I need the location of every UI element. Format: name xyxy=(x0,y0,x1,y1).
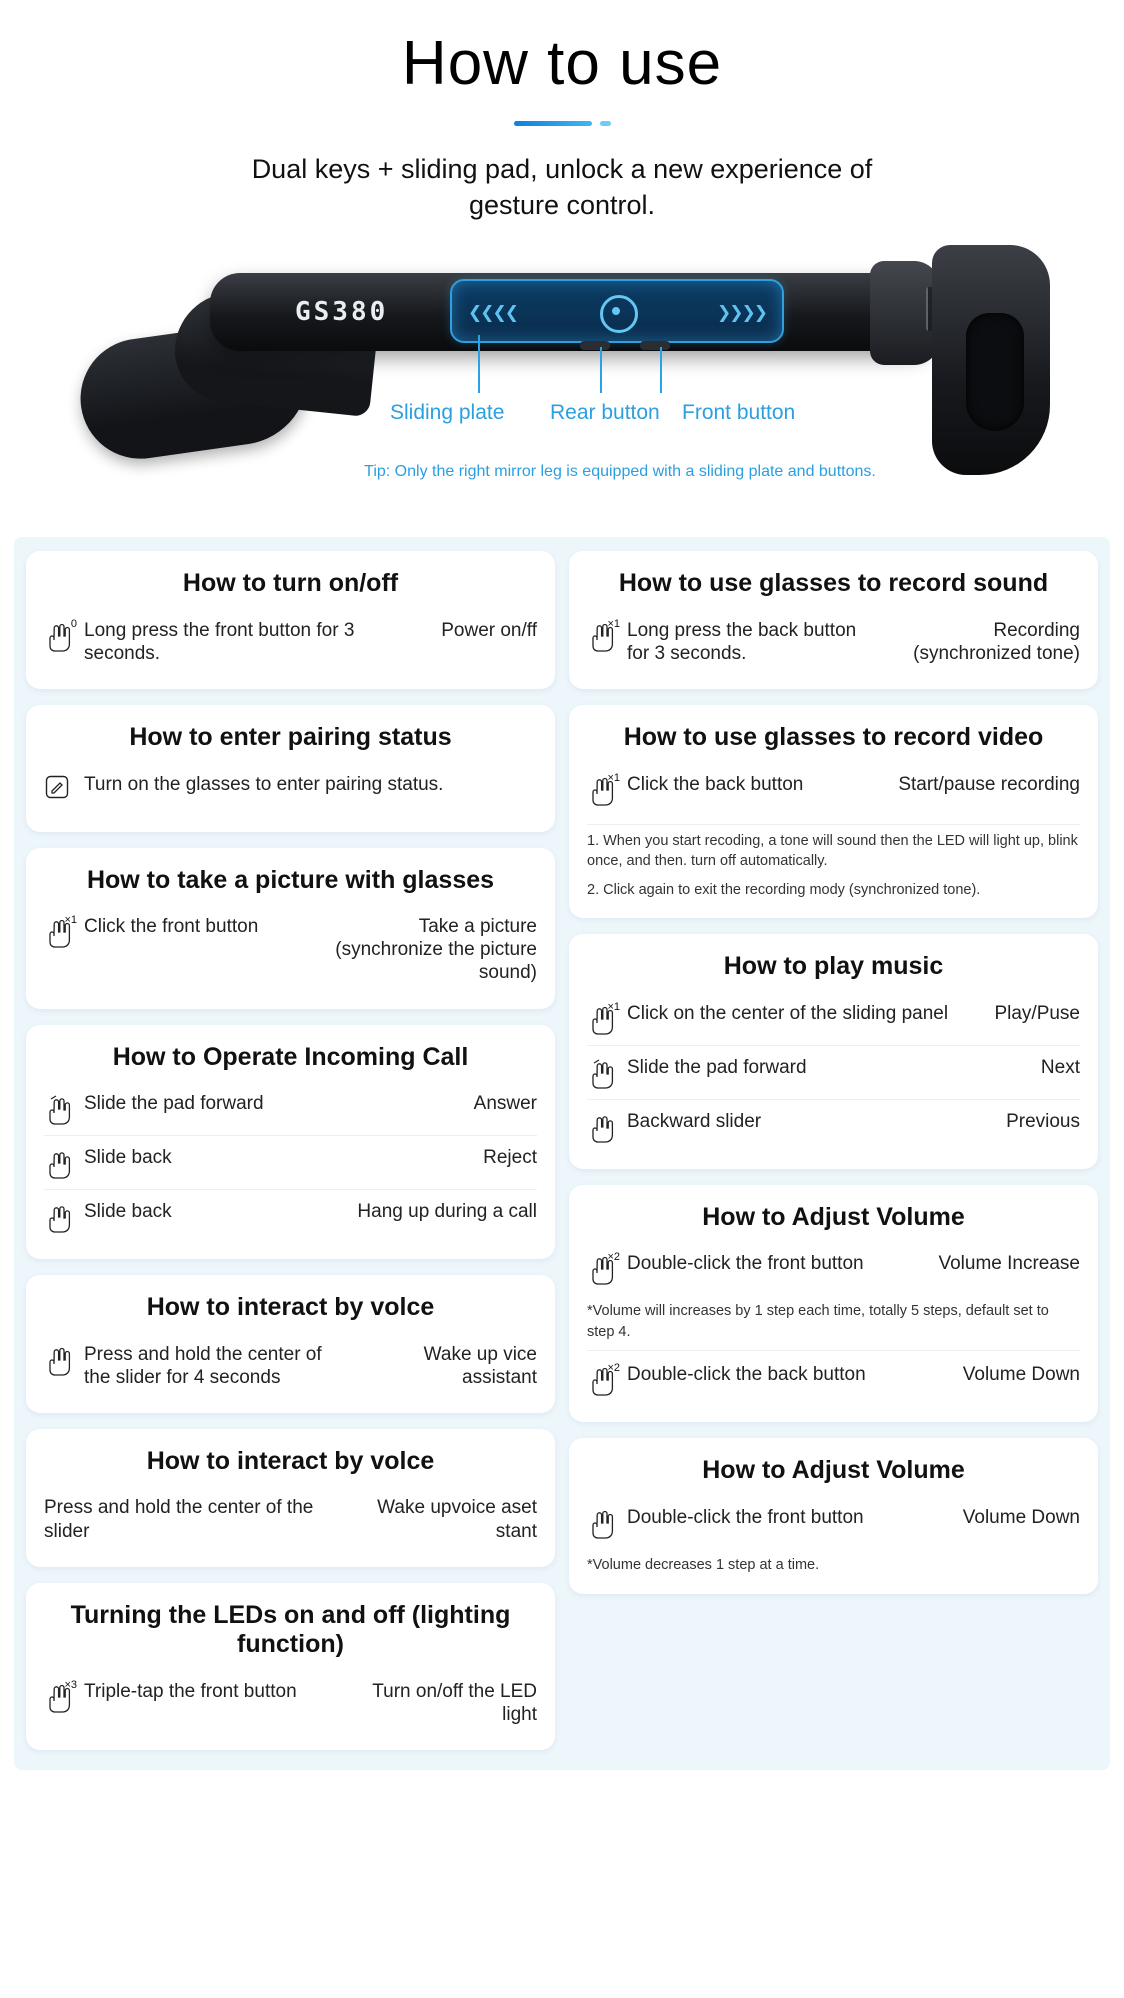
row-action: Slide the pad forward xyxy=(627,1056,807,1078)
hand-long-press-icon xyxy=(587,617,620,654)
divider xyxy=(587,1350,1080,1351)
row-action: Double-click the front button xyxy=(627,1506,864,1528)
card-title: How to play music xyxy=(723,952,944,981)
hand-double-click-icon xyxy=(587,1362,620,1398)
slide-forward-icon xyxy=(44,1093,74,1127)
instruction-row xyxy=(587,1045,1080,1099)
card-title: How to enter pairing status xyxy=(129,723,452,752)
card-note: *Volume decreases 1 step at a time. xyxy=(587,1556,820,1573)
callout-sliding-plate: Sliding plate xyxy=(390,401,505,425)
instruction-row xyxy=(44,1486,537,1550)
card-title: How to use glasses to record sound xyxy=(618,569,1049,598)
row-action: Click the back button xyxy=(627,773,804,795)
instruction-row xyxy=(587,1242,1080,1295)
card-led-toggle xyxy=(26,1583,555,1750)
row-result: Start/pause recording xyxy=(898,773,1080,795)
row-result: Recording (synchronized tone) xyxy=(913,619,1080,664)
card-title: How to interact by volce xyxy=(146,1293,435,1322)
card-play-music xyxy=(569,934,1098,1169)
instruction-row xyxy=(44,1082,537,1135)
pairing-icon xyxy=(44,774,74,808)
callout-line-rear-button xyxy=(600,347,602,393)
row-action: Double-click the front button xyxy=(627,1253,864,1275)
card-title: How to Adjust Volume xyxy=(702,1202,965,1231)
card-incoming-call xyxy=(26,1025,555,1260)
icon-badge: ×3 xyxy=(64,1678,77,1691)
card-note: 1. When you start recoding, a tone will sound then the LED will light up, blink once, and then. turn off automatically. xyxy=(587,832,1078,870)
card-title: How to turn on/off xyxy=(182,569,399,598)
instruction-row xyxy=(44,1189,537,1243)
page-subtitle: Dual keys + sliding pad, unlock a new experience of gesture control. xyxy=(251,154,873,220)
hand-triple-tap-icon xyxy=(44,1678,77,1715)
row-action: Backward slider xyxy=(627,1110,762,1132)
callout-group xyxy=(60,231,1070,481)
card-take-picture xyxy=(26,848,555,1009)
icon-badge: ×1 xyxy=(607,617,620,630)
instruction-board xyxy=(14,537,1110,1770)
hand-long-press-icon xyxy=(44,1344,74,1378)
instruction-row xyxy=(44,763,537,816)
arrows-left-icon: ❮❮❮❮ xyxy=(468,303,517,324)
row-result: Turn on/off the LED light xyxy=(372,1680,537,1725)
row-result: Reject xyxy=(483,1147,537,1169)
row-action: Slide back xyxy=(84,1147,172,1169)
row-action: Press and hold the center of the slider for 4 seconds xyxy=(84,1343,322,1388)
icon-badge: ×1 xyxy=(607,1000,620,1013)
hand-click-icon xyxy=(587,771,620,808)
slide-back-icon xyxy=(587,1111,617,1145)
instruction-row xyxy=(587,609,1080,673)
card-voice-interaction-2 xyxy=(26,1429,555,1567)
card-title: How to Operate Incoming Call xyxy=(112,1042,469,1071)
hand-double-click-icon xyxy=(587,1507,617,1541)
card-adjust-volume-1 xyxy=(569,1185,1098,1423)
instruction-row xyxy=(587,1099,1080,1153)
instruction-row xyxy=(44,1135,537,1189)
row-result: Wake upvoice aset stant xyxy=(377,1497,537,1542)
row-result: Previous xyxy=(1006,1110,1080,1132)
row-action: Click on the center of the sliding panel xyxy=(627,1002,949,1024)
card-adjust-volume-2 xyxy=(569,1438,1098,1593)
left-column xyxy=(26,551,555,1750)
hand-long-press-icon xyxy=(44,617,77,654)
row-result: Hang up during a call xyxy=(357,1201,537,1223)
row-action: Press and hold the center of the slider xyxy=(44,1497,314,1542)
row-result: Next xyxy=(1040,1056,1080,1078)
instruction-row xyxy=(44,1670,537,1734)
hand-click-icon xyxy=(44,914,77,950)
instruction-row xyxy=(44,1333,537,1397)
card-turn-on-off xyxy=(26,551,555,689)
row-result: Volume Down xyxy=(962,1506,1080,1528)
instruction-row xyxy=(44,609,537,673)
arrows-right-icon: ❯❯❯❯ xyxy=(717,303,766,324)
card-note: *Volume will increases by 1 step each time, totally 5 steps, default set to step 4. xyxy=(587,1303,1049,1340)
callout-line-sliding-plate xyxy=(478,335,480,393)
card-title: How to use glasses to record video xyxy=(623,723,1044,752)
card-record-sound xyxy=(569,551,1098,689)
page-title: How to use xyxy=(401,29,723,98)
row-action: Triple-tap the front button xyxy=(84,1680,297,1702)
slide-back-icon xyxy=(44,1147,74,1181)
card-pairing xyxy=(26,705,555,832)
hand-double-click-icon xyxy=(587,1251,620,1287)
row-action: Slide the pad forward xyxy=(84,1093,264,1115)
row-result: Answer xyxy=(473,1093,537,1115)
instruction-row xyxy=(587,992,1080,1045)
glasses-graphic xyxy=(60,231,1070,481)
row-action: Click the front button xyxy=(84,916,259,938)
row-result: Power on/ff xyxy=(441,619,537,641)
row-result: Wake up vice assistant xyxy=(423,1343,537,1388)
callout-line-front-button xyxy=(660,347,662,393)
card-note: 2. Click again to exit the recording mody (synchronized tone). xyxy=(587,881,981,898)
hand-click-icon xyxy=(587,1000,620,1037)
instruction-row xyxy=(587,763,1080,816)
card-title: How to interact by volce xyxy=(146,1446,435,1475)
slide-forward-icon xyxy=(587,1057,617,1091)
product-illustration xyxy=(0,241,1124,511)
row-result: Volume Increase xyxy=(938,1253,1080,1275)
icon-badge: ×2 xyxy=(607,1362,620,1375)
instruction-row xyxy=(587,1353,1080,1406)
product-tip: Tip: Only the right mirror leg is equipped with a sliding plate and buttons. xyxy=(364,463,876,481)
title-divider xyxy=(0,121,1124,126)
divider-dot xyxy=(600,121,611,126)
divider-bar xyxy=(514,121,592,126)
card-voice-interaction-1 xyxy=(26,1275,555,1413)
divider xyxy=(587,824,1080,825)
brand-label: GS380 xyxy=(295,297,389,328)
callout-front-button: Front button xyxy=(682,401,796,425)
icon-badge: ×2 xyxy=(607,1251,620,1264)
right-column xyxy=(569,551,1098,1593)
row-action: Slide back xyxy=(84,1201,172,1223)
callout-rear-button: Rear button xyxy=(550,401,660,425)
card-title: How to take a picture with glasses xyxy=(86,865,495,894)
slide-back-icon xyxy=(44,1201,74,1235)
row-action: Turn on the glasses to enter pairing status. xyxy=(84,773,444,795)
row-result: Take a picture (synchronize the picture sound) xyxy=(335,916,537,984)
icon-badge: 0 xyxy=(70,617,77,630)
row-result: Volume Down xyxy=(962,1364,1080,1386)
row-result: Play/Puse xyxy=(994,1002,1080,1024)
instruction-row xyxy=(44,905,537,993)
row-action: Double-click the back button xyxy=(627,1364,866,1386)
card-record-video xyxy=(569,705,1098,918)
card-title: Turning the LEDs on and off (lighting function) xyxy=(70,1600,511,1659)
row-action: Long press the front button for 3 seconds. xyxy=(84,619,355,664)
row-action: Long press the back button for 3 seconds. xyxy=(627,619,857,664)
icon-badge: ×1 xyxy=(64,914,77,927)
instruction-row xyxy=(587,1496,1080,1549)
card-title: How to Adjust Volume xyxy=(702,1456,965,1485)
icon-badge: ×1 xyxy=(607,771,620,784)
